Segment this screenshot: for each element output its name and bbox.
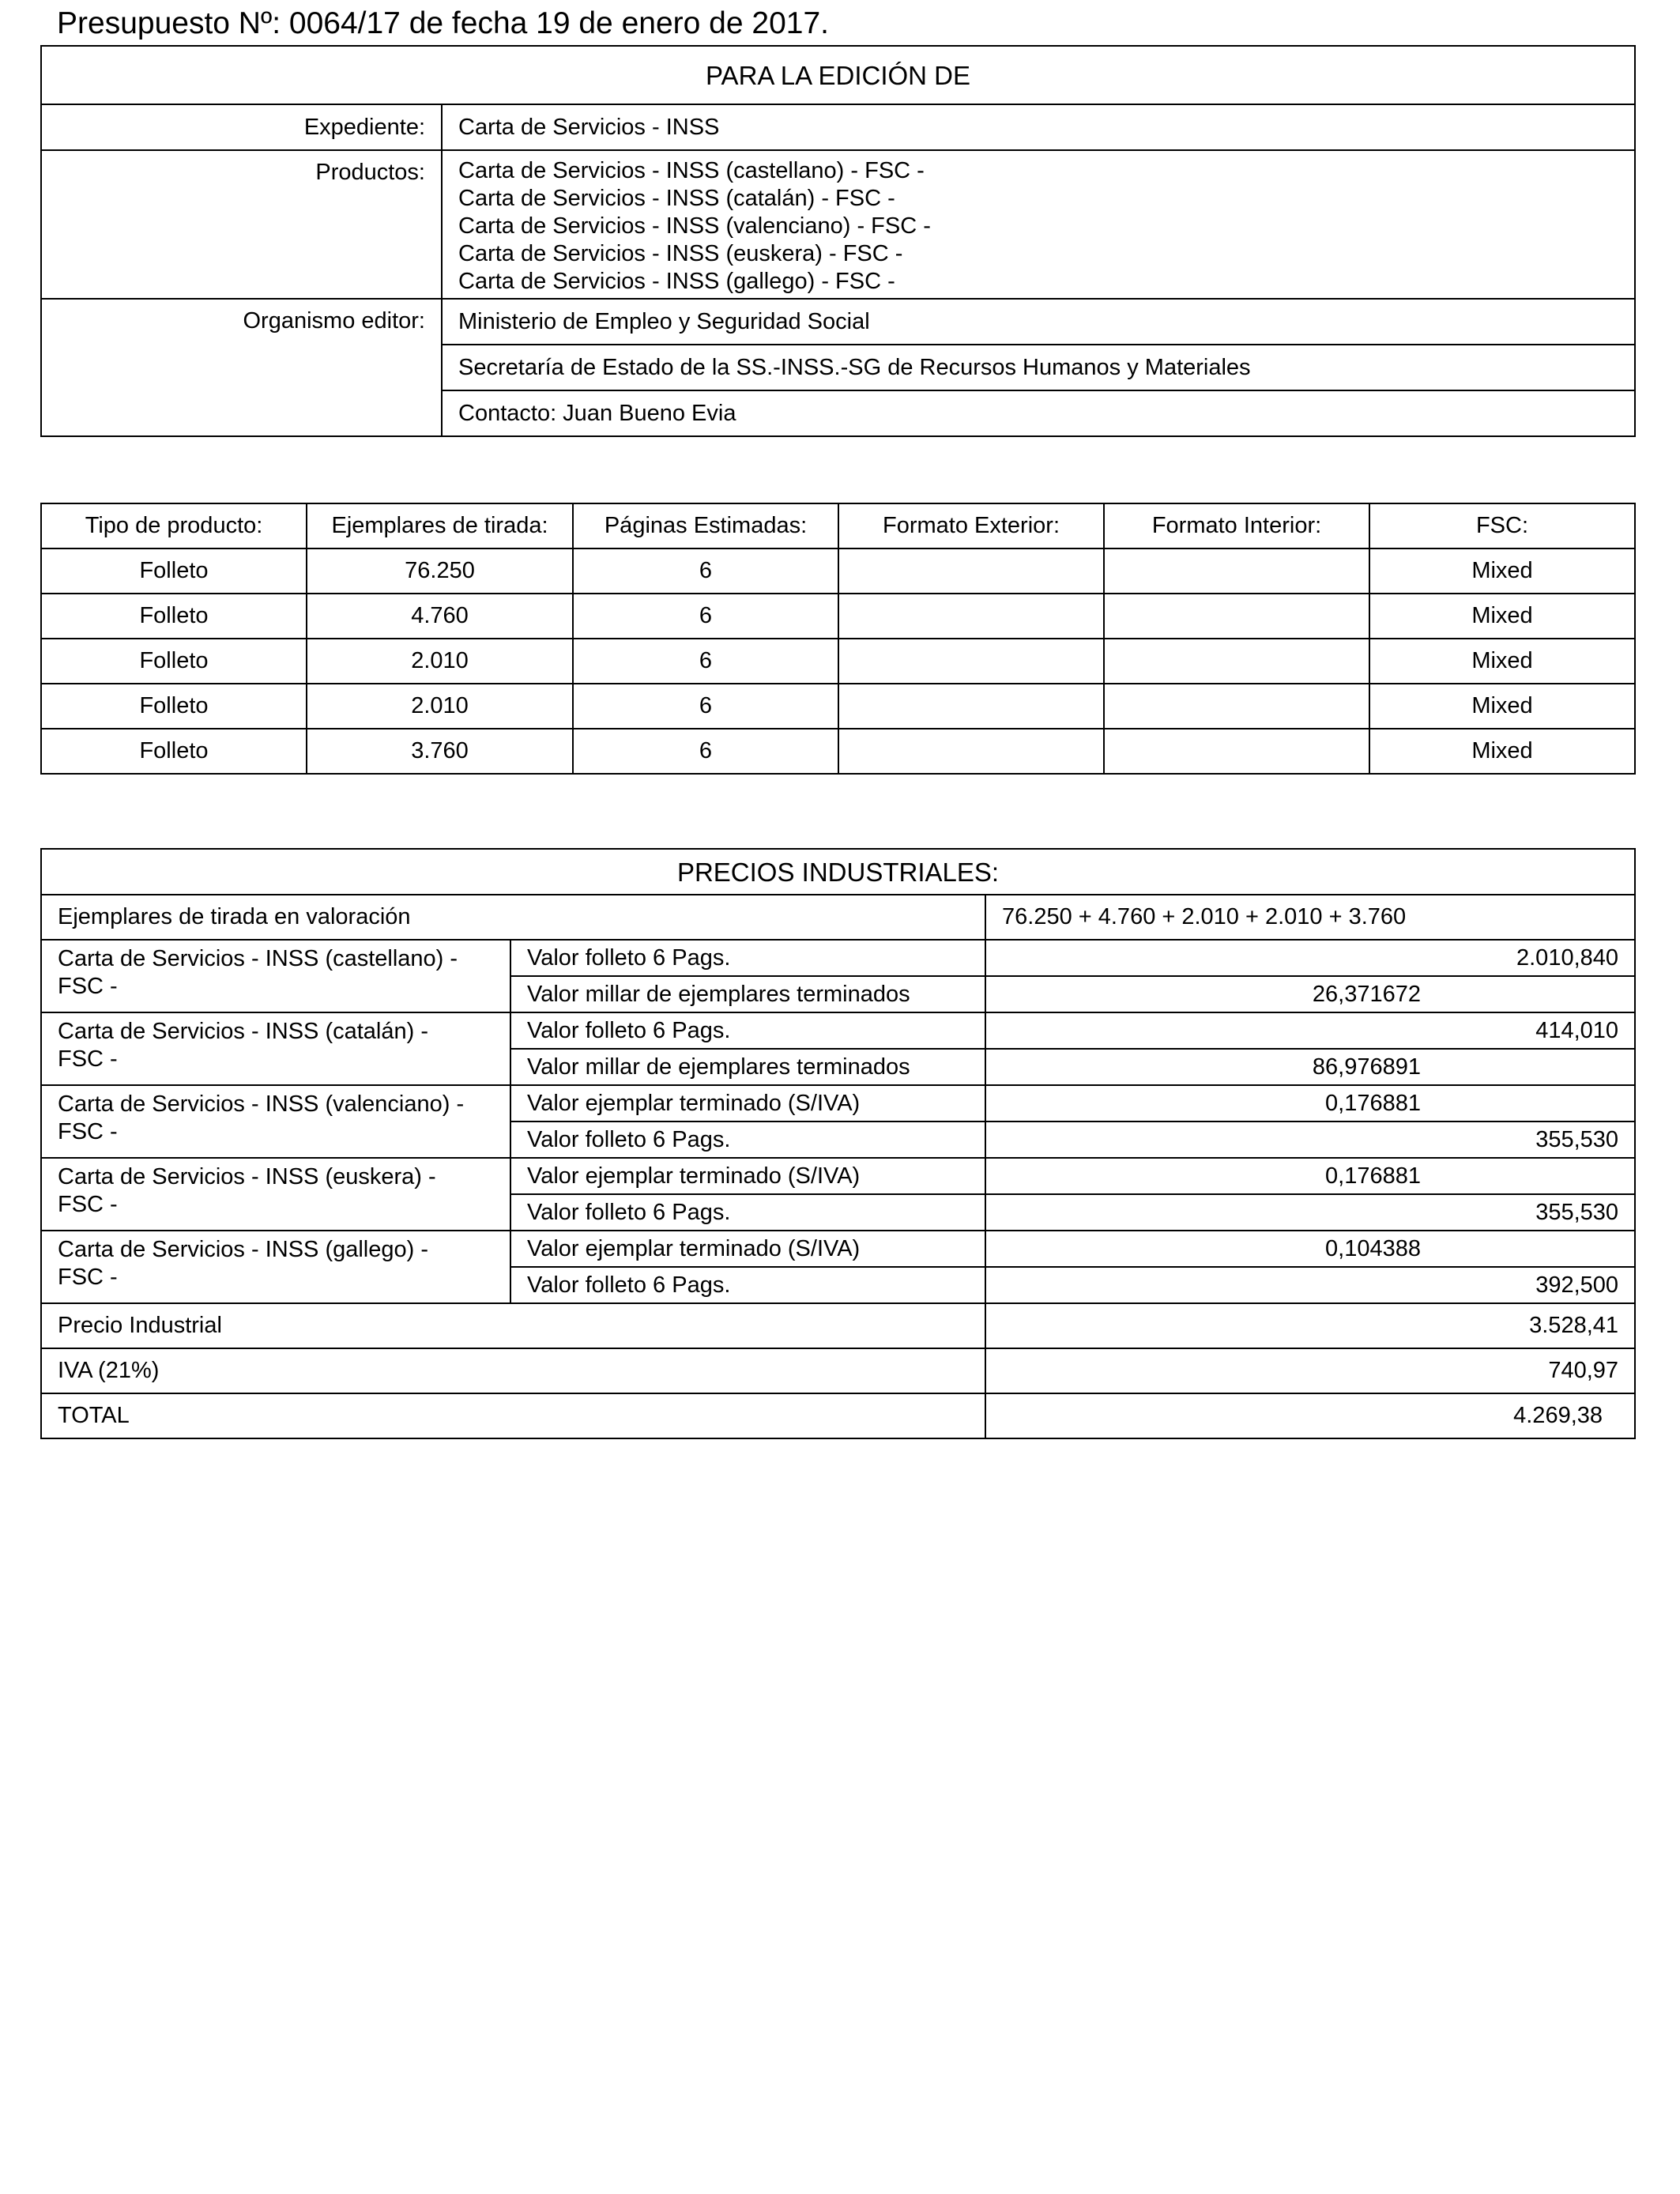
price-line-value: 86,976891 [985,1049,1635,1085]
cell-formato-exterior [838,548,1104,594]
producto-item: Carta de Servicios - INSS (euskera) - FSC - [458,241,903,266]
price-line-value: 0,176881 [985,1085,1635,1122]
price-product-name-line: FSC - [58,1265,118,1290]
price-product-name [41,1158,510,1231]
price-line-value: 355,530 [985,1122,1635,1158]
price-line [41,1085,1635,1122]
cell-ejemplares: 4.760 [307,594,573,639]
cell-tipo: Folleto [41,639,307,684]
price-product-name [41,1012,510,1085]
price-line-description: Valor ejemplar terminado (S/IVA) [510,1158,985,1194]
cell-formato-exterior [838,594,1104,639]
organismo-label: Organismo editor: [41,299,442,436]
price-line-description: Valor millar de ejemplares terminados [510,1049,985,1085]
price-product-name-line: FSC - [58,974,118,999]
total-label: TOTAL [41,1393,985,1438]
iva-value: 740,97 [985,1348,1635,1393]
producto-item: Carta de Servicios - INSS (catalán) - FSC - [458,186,895,211]
iva-label: IVA (21%) [41,1348,985,1393]
organismo-secretaria: Secretaría de Estado de la SS.-INSS.-SG de Recursos Humanos y Materiales [442,345,1635,390]
table-row [41,684,1635,729]
header-fsc: FSC: [1369,503,1635,548]
prices-table [40,848,1636,1439]
price-line-value: 355,530 [985,1194,1635,1231]
productos-label: Productos: [41,150,442,299]
cell-fsc: Mixed [1369,684,1635,729]
table-row [41,639,1635,684]
price-line-description: Valor millar de ejemplares terminados [510,976,985,1012]
price-line-description: Valor ejemplar terminado (S/IVA) [510,1085,985,1122]
price-product-name-line: Carta de Servicios - INSS (euskera) - [58,1164,436,1189]
cell-fsc: Mixed [1369,639,1635,684]
cell-paginas: 6 [573,639,838,684]
table-row [41,594,1635,639]
price-product-name [41,1231,510,1303]
cell-formato-interior [1104,594,1369,639]
cell-formato-interior [1104,729,1369,774]
cell-formato-interior [1104,548,1369,594]
cell-formato-exterior [838,639,1104,684]
cell-tipo: Folleto [41,684,307,729]
tirada-value: 76.250 + 4.760 + 2.010 + 2.010 + 3.760 [985,895,1635,940]
cell-ejemplares: 2.010 [307,684,573,729]
cell-ejemplares: 76.250 [307,548,573,594]
price-line [41,1231,1635,1267]
precio-industrial-value: 3.528,41 [985,1303,1635,1348]
price-line-value: 414,010 [985,1012,1635,1049]
cell-ejemplares: 2.010 [307,639,573,684]
cell-tipo: Folleto [41,548,307,594]
edition-info-table [40,45,1636,437]
price-line-description: Valor ejemplar terminado (S/IVA) [510,1231,985,1267]
cell-formato-exterior [838,684,1104,729]
header-paginas: Páginas Estimadas: [573,503,838,548]
edition-section-title: PARA LA EDICIÓN DE [41,46,1635,104]
cell-formato-interior [1104,639,1369,684]
price-product-name-line: Carta de Servicios - INSS (castellano) - [58,946,458,971]
price-line-description: Valor folleto 6 Pags. [510,940,985,976]
price-product-name-line: FSC - [58,1046,118,1072]
table-row [41,548,1635,594]
cell-fsc: Mixed [1369,729,1635,774]
cell-paginas: 6 [573,548,838,594]
table-row [41,729,1635,774]
price-line-value: 2.010,840 [985,940,1635,976]
price-product-name-line: FSC - [58,1119,118,1144]
price-line-value: 392,500 [985,1267,1635,1303]
cell-paginas: 6 [573,684,838,729]
total-value: 4.269,38 [985,1393,1635,1438]
price-line [41,1012,1635,1049]
price-product-name-line: Carta de Servicios - INSS (gallego) - [58,1237,428,1262]
price-line-description: Valor folleto 6 Pags. [510,1267,985,1303]
organismo-ministerio: Ministerio de Empleo y Seguridad Social [442,299,1635,345]
tirada-label: Ejemplares de tirada en valoración [41,895,985,940]
price-line-value: 0,176881 [985,1158,1635,1194]
expediente-value: Carta de Servicios - INSS [442,104,1635,150]
cell-ejemplares: 3.760 [307,729,573,774]
organismo-contacto: Contacto: Juan Bueno Evia [442,390,1635,436]
producto-item: Carta de Servicios - INSS (gallego) - FSC - [458,269,895,294]
prices-section-title: PRECIOS INDUSTRIALES: [41,849,1635,895]
price-product-name [41,1085,510,1158]
price-line-value: 0,104388 [985,1231,1635,1267]
price-product-name-line: Carta de Servicios - INSS (catalán) - [58,1019,428,1044]
header-formato-interior: Formato Interior: [1104,503,1369,548]
price-product-name-line: FSC - [58,1192,118,1217]
cell-paginas: 6 [573,729,838,774]
price-line [41,940,1635,976]
productos-list [442,150,1635,299]
cell-formato-exterior [838,729,1104,774]
cell-paginas: 6 [573,594,838,639]
producto-item: Carta de Servicios - INSS (valenciano) - FSC - [458,213,931,239]
expediente-label: Expediente: [41,104,442,150]
producto-item: Carta de Servicios - INSS (castellano) - FSC - [458,158,925,183]
price-line-value: 26,371672 [985,976,1635,1012]
price-product-name [41,940,510,1012]
cell-tipo: Folleto [41,729,307,774]
header-ejemplares: Ejemplares de tirada: [307,503,573,548]
price-line [41,1158,1635,1194]
header-formato-exterior: Formato Exterior: [838,503,1104,548]
price-product-name-line: Carta de Servicios - INSS (valenciano) - [58,1091,465,1117]
price-line-description: Valor folleto 6 Pags. [510,1012,985,1049]
product-table-header [41,503,1635,548]
header-tipo: Tipo de producto: [41,503,307,548]
cell-fsc: Mixed [1369,548,1635,594]
cell-formato-interior [1104,684,1369,729]
cell-fsc: Mixed [1369,594,1635,639]
product-table [40,503,1636,775]
price-line-description: Valor folleto 6 Pags. [510,1122,985,1158]
price-line-description: Valor folleto 6 Pags. [510,1194,985,1231]
document-title: Presupuesto Nº: 0064/17 de fecha 19 de enero de 2017. [57,6,829,40]
cell-tipo: Folleto [41,594,307,639]
precio-industrial-label: Precio Industrial [41,1303,985,1348]
